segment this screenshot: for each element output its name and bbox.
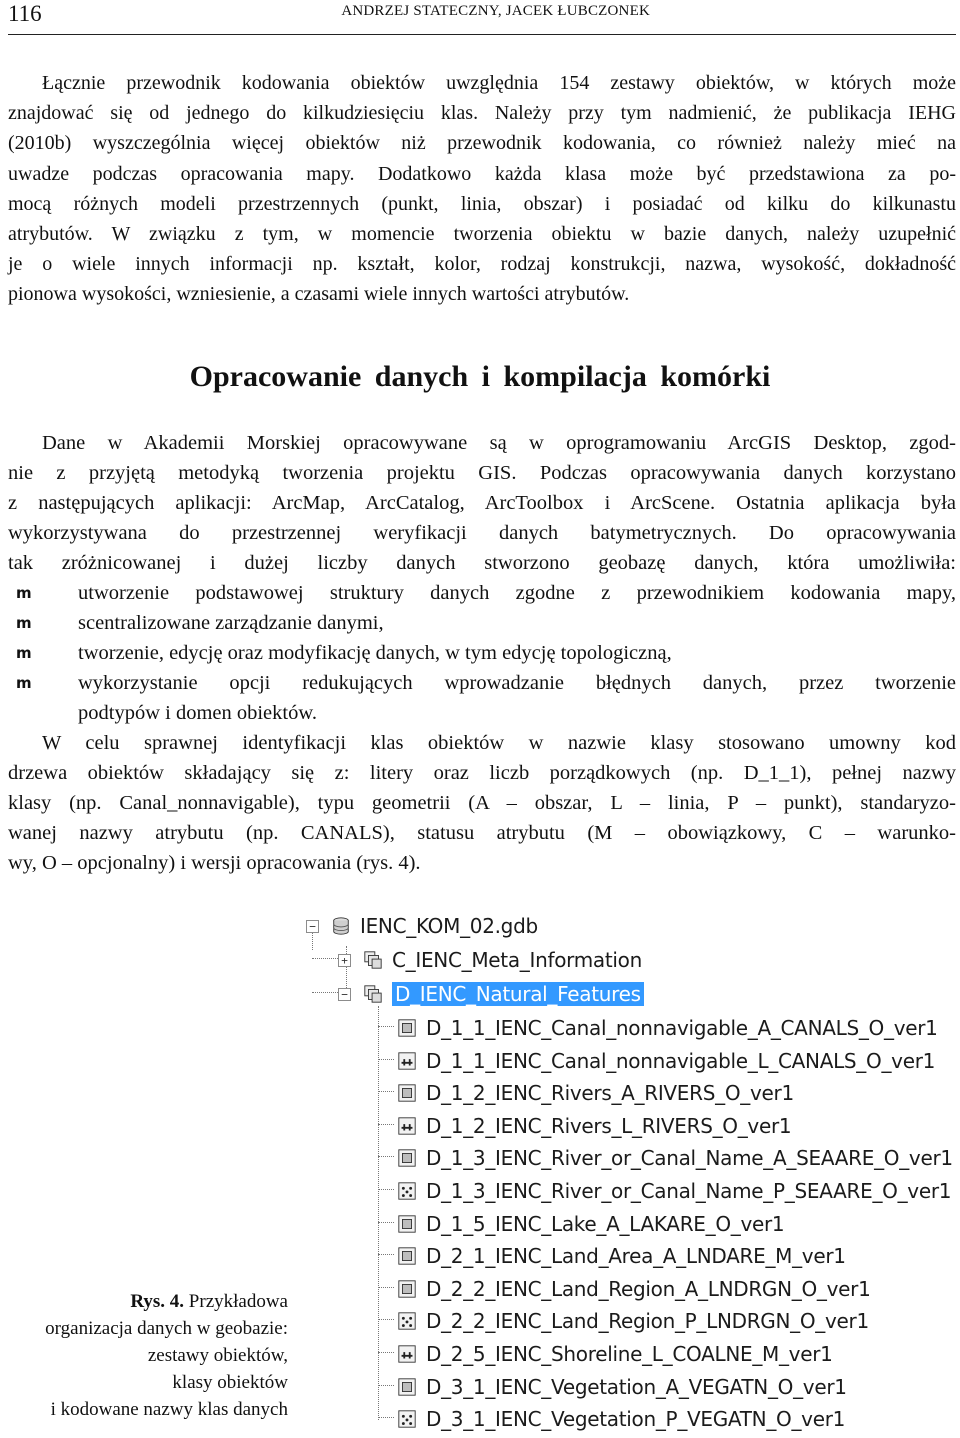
tree-feature-class[interactable] xyxy=(396,1014,938,1042)
tree-connector xyxy=(378,1006,379,1420)
tree-feature-class-label: D_1_1_IENC_Canal_nonnavigable_L_CANALS_O_ver1 xyxy=(426,1048,936,1073)
running-head: ANDRZEJ STATECZNY, JACEK ŁUBCZONEK xyxy=(341,3,650,19)
point-feature-class-icon xyxy=(396,1409,418,1429)
tree-connector xyxy=(378,1091,394,1092)
bullet-icon: m xyxy=(16,674,32,692)
tree-feature-class[interactable] xyxy=(396,1373,847,1401)
text-line: wy, O – opcjonalny) i wersji opracowania (rys. 4). xyxy=(8,852,421,874)
tree-dataset-label: D_IENC_Natural_Features xyxy=(392,982,644,1006)
tree-connector xyxy=(378,1417,394,1418)
tree-dataset[interactable] xyxy=(362,946,642,974)
caption-line: i kodowane nazwy klas danych xyxy=(50,1399,288,1420)
caption-label: Rys. 4. xyxy=(130,1291,185,1312)
list-item xyxy=(8,608,956,638)
tree-feature-class-label: D_2_1_IENC_Land_Area_A_LNDARE_M_ver1 xyxy=(426,1244,846,1269)
tree-feature-class-label: D_2_2_IENC_Land_Region_A_LNDRGN_O_ver1 xyxy=(426,1276,871,1301)
tree-feature-class-label: D_1_3_IENC_River_or_Canal_Name_P_SEAARE_O_ver1 xyxy=(426,1179,952,1203)
line-feature-class-icon xyxy=(396,1116,418,1136)
tree-feature-class[interactable] xyxy=(396,1307,869,1335)
tree-connector xyxy=(378,1124,394,1125)
list-item xyxy=(8,578,956,608)
tree-connector xyxy=(378,1156,394,1157)
tree-connector xyxy=(378,1189,394,1190)
tree-feature-class[interactable] xyxy=(396,1242,846,1270)
page-header xyxy=(8,0,956,35)
text-line: wykorzystywana do przestrzennej weryfikacji danych batymetrycznych. Do opracowywania xyxy=(8,522,956,544)
text-line: drzewa obiektów składający się z: litery oraz liczb porządkowych (np. D_1_1), pełnej nazwy xyxy=(8,762,956,784)
tree-connector xyxy=(378,1026,394,1027)
tree-feature-class-label: D_1_1_IENC_Canal_nonnavigable_A_CANALS_O_ver1 xyxy=(426,1016,938,1040)
tree-connector xyxy=(312,958,340,959)
tree-connector xyxy=(378,1385,394,1386)
polygon-feature-class-icon xyxy=(396,1377,418,1397)
list-item xyxy=(8,668,956,698)
tree-connector xyxy=(378,1222,394,1223)
tree-connector xyxy=(312,932,313,950)
point-feature-class-icon xyxy=(396,1181,418,1201)
point-feature-class-icon xyxy=(396,1311,418,1331)
feature-dataset-icon xyxy=(362,984,384,1004)
collapse-icon[interactable]: − xyxy=(338,988,351,1001)
list-item xyxy=(8,638,956,668)
tree-feature-class-label: D_3_1_IENC_Vegetation_A_VEGATN_O_ver1 xyxy=(426,1374,847,1399)
text-line: (2010b) wyszczególnia więcej obiektów niż przewodnik kodowania, co również należy mieć na xyxy=(8,132,956,155)
feature-dataset-icon xyxy=(362,950,384,970)
text-line: Dane w Akademii Morskiej opracowywane są w oprogramowaniu ArcGIS Desktop, zgod- xyxy=(42,432,956,454)
text-line: nie z przyjętą metodyką tworzenia projektu GIS. Podczas opracowywania danych korzystano xyxy=(8,462,956,484)
text-line: Łącznie przewodnik kodowania obiektów uwzględnia 154 zestawy obiektów, w których może xyxy=(42,72,956,94)
text-line: tak zróżnicowanej i dużej liczby danych stworzono geobazę danych, która umożliwiła: xyxy=(8,552,956,574)
caption-line: organizacja danych w geobazie: xyxy=(45,1318,288,1339)
list-item-text: tworzenie, edycję oraz modyfikację danych, w tym edycję topologiczną, xyxy=(78,642,672,664)
geodatabase-tree xyxy=(296,906,956,1434)
expand-icon[interactable]: + xyxy=(338,954,351,967)
tree-dataset-selected[interactable] xyxy=(362,980,644,1008)
bullet-icon: m xyxy=(16,644,32,662)
geodatabase-icon xyxy=(330,916,352,936)
tree-connector xyxy=(346,946,347,992)
tree-feature-class-label: D_1_3_IENC_River_or_Canal_Name_A_SEAARE_O_ver1 xyxy=(426,1146,953,1171)
figure-caption xyxy=(8,1288,288,1423)
tree-connector xyxy=(378,1287,394,1288)
text-line: uwadze podczas opracowania mapy. Dodatkowo każda klasa może być przedstawiona za po- xyxy=(8,162,956,185)
tree-feature-class[interactable] xyxy=(396,1177,951,1205)
text-line: klasy (np. Canal_nonnavigable), typu geometrii (A – obszar, L – linia, P – punkt), standaryzo- xyxy=(8,792,956,814)
tree-feature-class-label: D_3_1_IENC_Vegetation_P_VEGATN_O_ver1 xyxy=(426,1407,846,1432)
tree-feature-class-label: D_2_5_IENC_Shoreline_L_COALNE_M_ver1 xyxy=(426,1342,833,1366)
tree-feature-class[interactable] xyxy=(396,1047,935,1075)
line-feature-class-icon xyxy=(396,1051,418,1071)
tree-feature-class-label: D_1_2_IENC_Rivers_A_RIVERS_O_ver1 xyxy=(426,1081,794,1106)
text-line: pionowa wysokości, wzniesienie, a czasami wiele innych wartości atrybutów. xyxy=(8,283,630,306)
tree-root[interactable] xyxy=(330,912,538,940)
tree-feature-class-label: D_1_2_IENC_Rivers_L_RIVERS_O_ver1 xyxy=(426,1113,792,1138)
section-title: Opracowanie danych i kompilacja komórki xyxy=(189,360,771,393)
tree-feature-class[interactable] xyxy=(396,1079,794,1107)
tree-feature-class-label: D_1_5_IENC_Lake_A_LAKARE_O_ver1 xyxy=(426,1211,785,1236)
text-line: mocą różnych modeli przestrzennych (punkt, linia, obszar) i posiadać od kilku do kilkunastu xyxy=(8,192,956,215)
polygon-feature-class-icon xyxy=(396,1246,418,1266)
list-item-text: utworzenie podstawowej struktury danych zgodne z przewodnikiem kodowania mapy, xyxy=(78,582,956,604)
tree-connector xyxy=(378,1319,394,1320)
list-item-text: scentralizowane zarządzanie danymi, xyxy=(78,612,384,634)
text-line: atrybutów. W związku z tym, w momencie tworzenia obiektu w bazie danych, należy uzupełnić xyxy=(8,223,956,246)
polygon-feature-class-icon xyxy=(396,1279,418,1299)
tree-connector xyxy=(378,1254,394,1255)
tree-connector xyxy=(378,1059,394,1060)
tree-feature-class[interactable] xyxy=(396,1340,833,1368)
section-body xyxy=(8,428,956,878)
caption-line: Przykładowa xyxy=(188,1291,288,1312)
line-feature-class-icon xyxy=(396,1344,418,1364)
polygon-feature-class-icon xyxy=(396,1214,418,1234)
collapse-icon[interactable]: − xyxy=(306,920,319,933)
caption-line: zestawy obiektów, xyxy=(147,1345,288,1366)
caption-line: klasy obiektów xyxy=(172,1372,288,1393)
tree-root-label: IENC_KOM_02.gdb xyxy=(360,914,538,938)
polygon-feature-class-icon xyxy=(396,1083,418,1103)
tree-feature-class-label: D_2_2_IENC_Land_Region_P_LNDRGN_O_ver1 xyxy=(426,1309,869,1334)
text-line: W celu sprawnej identyfikacji klas obiektów w nazwie klasy stosowano umowny kod xyxy=(42,732,956,754)
tree-feature-class[interactable] xyxy=(396,1144,953,1172)
tree-connector xyxy=(312,992,340,993)
polygon-feature-class-icon xyxy=(396,1018,418,1038)
text-line: wanej nazwy atrybutu (np. CANALS), statusu atrybutu (M – obowiązkowy, C – warunko- xyxy=(8,822,956,844)
list-item-continuation: podtypów i domen obiektów. xyxy=(78,702,317,724)
tree-connector xyxy=(378,1352,394,1353)
tree-feature-class[interactable] xyxy=(396,1405,845,1433)
tree-dataset-label: C_IENC_Meta_Information xyxy=(392,948,642,972)
text-line: znajdować się od jednego do kilkudziesięciu klas. Należy przy tym nadmienić, że publikacja IEHG xyxy=(8,102,956,125)
tree-feature-class[interactable] xyxy=(396,1275,871,1303)
bullet-icon: m xyxy=(16,584,32,602)
text-line: je o wiele innych informacji np. kształt, kolor, rodzaj konstrukcji, nazwa, wysokość, dokładność xyxy=(8,253,956,276)
list-item-text: wykorzystanie opcji redukujących wprowadzanie błędnych danych, przez tworzenie xyxy=(78,672,956,694)
text-line: z następujących aplikacji: ArcMap, ArcCatalog, ArcToolbox i ArcScene. Ostatnia aplikacja była xyxy=(8,492,956,514)
polygon-feature-class-icon xyxy=(396,1148,418,1168)
tree-feature-class[interactable] xyxy=(396,1210,784,1238)
bullet-icon: m xyxy=(16,614,32,632)
paragraph-intro xyxy=(8,68,956,310)
page-number: 116 xyxy=(8,1,42,26)
tree-feature-class[interactable] xyxy=(396,1112,791,1140)
